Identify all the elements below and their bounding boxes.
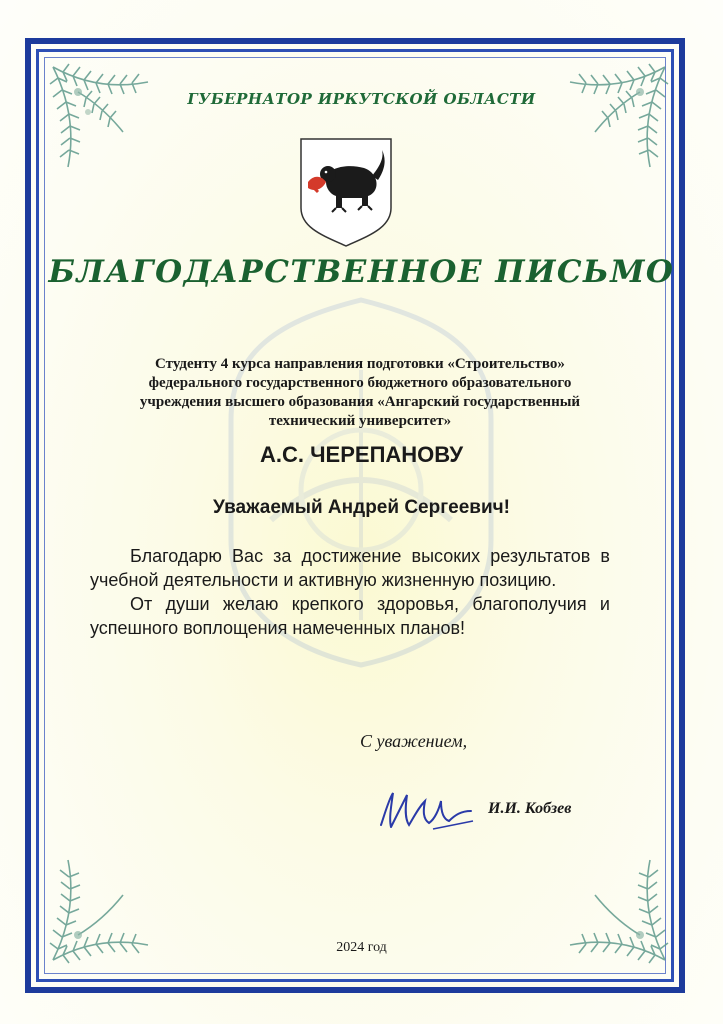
recipient-line: Студенту 4 курса направления подготовки «Строительство» bbox=[155, 356, 565, 372]
recipient-line: технический университет» bbox=[268, 413, 452, 429]
greeting: Уважаемый Андрей Сергеевич! bbox=[213, 497, 510, 518]
recipient-description bbox=[90, 355, 630, 431]
document-title: БЛАГОДАРСТВЕННОЕ ПИСЬМО bbox=[48, 254, 675, 290]
body-paragraph: От души желаю крепкого здоровья, благополучия и успешного воплощения намеченных планов! bbox=[90, 594, 610, 638]
recipient-line: учреждения высшего образования «Ангарский государственный bbox=[139, 394, 581, 410]
recipient-line: федерального государственного бюджетного образовательного bbox=[148, 375, 572, 391]
recipient-name: А.С. ЧЕРЕПАНОВУ bbox=[259, 442, 464, 467]
irkutsk-coat-of-arms-icon bbox=[298, 136, 394, 248]
issuer-heading: ГУБЕРНАТОР ИРКУТСКОЙ ОБЛАСТИ bbox=[187, 90, 536, 108]
handwritten-signature bbox=[375, 785, 475, 835]
document-year: 2024 год bbox=[336, 940, 387, 955]
letter-body bbox=[90, 544, 610, 640]
fir-branch-ornament-icon bbox=[560, 62, 670, 172]
body-paragraph: Благодарю Вас за достижение высоких результатов в учебной деятельности и активную жизненную позицию. bbox=[90, 546, 610, 590]
fir-branch-ornament-icon bbox=[48, 62, 158, 172]
closing-phrase: С уважением, bbox=[360, 731, 468, 751]
signer-name: И.И. Кобзев bbox=[488, 800, 572, 817]
